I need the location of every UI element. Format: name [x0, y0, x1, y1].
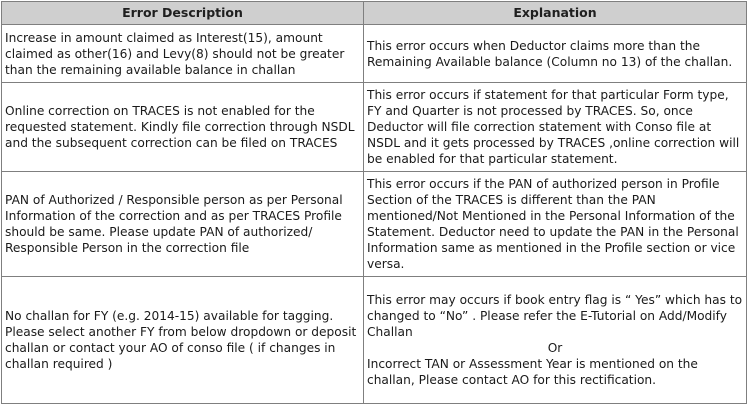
- table-row: [2, 172, 747, 277]
- error-explanation-table: [1, 1, 747, 404]
- header-row: [2, 2, 747, 25]
- header-error-description: Error Description: [2, 2, 364, 25]
- explanation-cell: [364, 172, 747, 277]
- explanation-text: This error occurs if the PAN of authorized person in Profile Section of the TRACES is different than the PAN mentioned/Not Mentioned in the Personal Information of the Statement. Deductor need to update the PAN in the Personal Information same as mentioned in the Profile section or vice versa.: [367, 177, 739, 271]
- explanation-cell: [364, 25, 747, 83]
- error-description-text: PAN of Authorized / Responsible person as per Personal Information of the correction and as per TRACES Profile should be same. Please update PAN of authorized/ Responsible Person in the correction file: [5, 193, 343, 255]
- table-row: [2, 83, 747, 172]
- explanation-or-separator: Or: [547, 341, 563, 355]
- error-description-cell: [2, 25, 364, 83]
- error-description-text: Online correction on TRACES is not enabled for the requested statement. Kindly file correction through NSDL and the subsequent correction can be filed on TRACES: [5, 104, 355, 150]
- explanation-cell: [364, 277, 747, 404]
- table-row: [2, 25, 747, 83]
- error-description-cell: [2, 172, 364, 277]
- header-explanation: Explanation: [364, 2, 747, 25]
- error-description-cell: [2, 277, 364, 404]
- explanation-text: This error occurs if statement for that particular Form type, FY and Quarter is not processed by TRACES. So, once Deductor will file correction statement with Conso file at NSDL and it gets processed by TRACES ,online correction will be enabled for that particular statement.: [367, 88, 740, 166]
- table-row: [2, 277, 747, 404]
- error-description-cell: [2, 83, 364, 172]
- explanation-text-part1: This error may occurs if book entry flag is “ Yes” which has to changed to “No” . Please refer the E-Tutorial on Add/Modify Challan: [367, 293, 743, 339]
- explanation-text-part2: Incorrect TAN or Assessment Year is mentioned on the challan, Please contact AO for this rectification.: [367, 357, 698, 387]
- explanation-text: This error occurs when Deductor claims more than the Remaining Available balance (Column no 13) of the challan.: [367, 38, 733, 69]
- error-description-text: No challan for FY (e.g. 2014-15) available for tagging. Please select another FY from below dropdown or deposit challan or contact your AO of conso file ( if changes in challan required ): [5, 309, 357, 371]
- explanation-cell: [364, 83, 747, 172]
- error-table-container: [1, 1, 746, 415]
- error-description-text: Increase in amount claimed as Interest(15), amount claimed as other(16) and Levy(8) should not be greater than the remaining available balance in challan: [5, 30, 345, 77]
